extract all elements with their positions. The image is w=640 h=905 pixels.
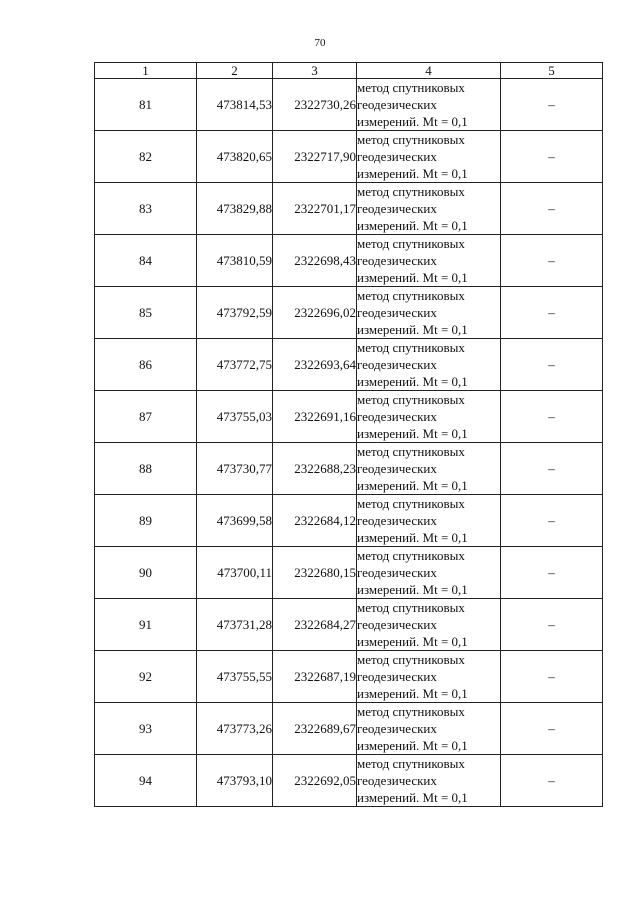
method-line: измерений. Mt = 0,1 bbox=[357, 374, 468, 389]
y-coordinate-cell: 2322688,23 bbox=[273, 443, 357, 495]
point-number-cell: 85 bbox=[95, 287, 197, 339]
y-coordinate-cell: 2322689,67 bbox=[273, 703, 357, 755]
y-coordinate-cell: 2322693,64 bbox=[273, 339, 357, 391]
note-cell: – bbox=[501, 391, 603, 443]
note-cell: – bbox=[501, 443, 603, 495]
method-line: геодезических bbox=[357, 201, 437, 216]
y-coordinate-cell: 2322680,15 bbox=[273, 547, 357, 599]
point-number-cell: 86 bbox=[95, 339, 197, 391]
method-cell bbox=[357, 495, 501, 547]
method-cell bbox=[357, 547, 501, 599]
column-header-4: 4 bbox=[357, 63, 501, 79]
method-line: метод спутниковых bbox=[357, 756, 465, 771]
table-row bbox=[95, 755, 603, 807]
method-line: измерений. Mt = 0,1 bbox=[357, 478, 468, 493]
point-number-cell: 90 bbox=[95, 547, 197, 599]
point-number-cell: 84 bbox=[95, 235, 197, 287]
method-line: измерений. Mt = 0,1 bbox=[357, 426, 468, 441]
x-coordinate-cell: 473772,75 bbox=[197, 339, 273, 391]
note-cell: – bbox=[501, 651, 603, 703]
method-line: измерений. Mt = 0,1 bbox=[357, 686, 468, 701]
table-body bbox=[95, 79, 603, 807]
point-number-cell: 93 bbox=[95, 703, 197, 755]
table-row bbox=[95, 287, 603, 339]
y-coordinate-cell: 2322684,27 bbox=[273, 599, 357, 651]
note-cell: – bbox=[501, 183, 603, 235]
x-coordinate-cell: 473699,58 bbox=[197, 495, 273, 547]
method-line: метод спутниковых bbox=[357, 132, 465, 147]
note-cell: – bbox=[501, 235, 603, 287]
point-number-cell: 91 bbox=[95, 599, 197, 651]
method-line: геодезических bbox=[357, 461, 437, 476]
method-cell bbox=[357, 235, 501, 287]
x-coordinate-cell: 473755,03 bbox=[197, 391, 273, 443]
x-coordinate-cell: 473829,88 bbox=[197, 183, 273, 235]
method-cell bbox=[357, 79, 501, 131]
method-cell bbox=[357, 599, 501, 651]
table-header-row bbox=[95, 63, 603, 79]
column-header-1: 1 bbox=[95, 63, 197, 79]
method-line: измерений. Mt = 0,1 bbox=[357, 270, 468, 285]
method-line: геодезических bbox=[357, 305, 437, 320]
y-coordinate-cell: 2322691,16 bbox=[273, 391, 357, 443]
note-cell: – bbox=[501, 287, 603, 339]
method-line: метод спутниковых bbox=[357, 288, 465, 303]
y-coordinate-cell: 2322717,90 bbox=[273, 131, 357, 183]
point-number-cell: 82 bbox=[95, 131, 197, 183]
method-cell bbox=[357, 287, 501, 339]
note-cell: – bbox=[501, 131, 603, 183]
table-row bbox=[95, 131, 603, 183]
method-line: геодезических bbox=[357, 409, 437, 424]
x-coordinate-cell: 473820,65 bbox=[197, 131, 273, 183]
method-line: геодезических bbox=[357, 617, 437, 632]
method-cell bbox=[357, 391, 501, 443]
method-line: геодезических bbox=[357, 149, 437, 164]
method-line: метод спутниковых bbox=[357, 600, 465, 615]
table-row bbox=[95, 703, 603, 755]
method-line: метод спутниковых bbox=[357, 496, 465, 511]
note-cell: – bbox=[501, 79, 603, 131]
column-header-3: 3 bbox=[273, 63, 357, 79]
y-coordinate-cell: 2322696,02 bbox=[273, 287, 357, 339]
point-number-cell: 94 bbox=[95, 755, 197, 807]
table-row bbox=[95, 599, 603, 651]
point-number-cell: 81 bbox=[95, 79, 197, 131]
method-cell bbox=[357, 651, 501, 703]
note-cell: – bbox=[501, 339, 603, 391]
x-coordinate-cell: 473793,10 bbox=[197, 755, 273, 807]
point-number-cell: 83 bbox=[95, 183, 197, 235]
point-number-cell: 88 bbox=[95, 443, 197, 495]
note-cell: – bbox=[501, 703, 603, 755]
y-coordinate-cell: 2322684,12 bbox=[273, 495, 357, 547]
method-line: измерений. Mt = 0,1 bbox=[357, 582, 468, 597]
column-header-2: 2 bbox=[197, 63, 273, 79]
x-coordinate-cell: 473755,55 bbox=[197, 651, 273, 703]
method-line: метод спутниковых bbox=[357, 236, 465, 251]
method-line: метод спутниковых bbox=[357, 548, 465, 563]
table-row bbox=[95, 391, 603, 443]
method-line: измерений. Mt = 0,1 bbox=[357, 530, 468, 545]
method-line: геодезических bbox=[357, 357, 437, 372]
method-line: геодезических bbox=[357, 513, 437, 528]
method-cell bbox=[357, 183, 501, 235]
method-line: геодезических bbox=[357, 721, 437, 736]
x-coordinate-cell: 473814,53 bbox=[197, 79, 273, 131]
x-coordinate-cell: 473731,28 bbox=[197, 599, 273, 651]
note-cell: – bbox=[501, 547, 603, 599]
method-line: метод спутниковых bbox=[357, 704, 465, 719]
column-header-5: 5 bbox=[501, 63, 603, 79]
table-row bbox=[95, 495, 603, 547]
method-line: геодезических bbox=[357, 253, 437, 268]
point-number-cell: 87 bbox=[95, 391, 197, 443]
table-row bbox=[95, 339, 603, 391]
method-cell bbox=[357, 339, 501, 391]
page-number: 70 bbox=[314, 37, 326, 49]
method-line: измерений. Mt = 0,1 bbox=[357, 634, 468, 649]
table-row bbox=[95, 547, 603, 599]
table-row bbox=[95, 651, 603, 703]
method-cell bbox=[357, 131, 501, 183]
table-row bbox=[95, 443, 603, 495]
x-coordinate-cell: 473700,11 bbox=[197, 547, 273, 599]
table-row bbox=[95, 79, 603, 131]
y-coordinate-cell: 2322701,17 bbox=[273, 183, 357, 235]
y-coordinate-cell: 2322692,05 bbox=[273, 755, 357, 807]
x-coordinate-cell: 473810,59 bbox=[197, 235, 273, 287]
coordinates-table bbox=[94, 62, 603, 807]
method-line: метод спутниковых bbox=[357, 80, 465, 95]
method-line: метод спутниковых bbox=[357, 340, 465, 355]
x-coordinate-cell: 473730,77 bbox=[197, 443, 273, 495]
method-cell bbox=[357, 443, 501, 495]
method-line: измерений. Mt = 0,1 bbox=[357, 166, 468, 181]
note-cell: – bbox=[501, 495, 603, 547]
x-coordinate-cell: 473773,26 bbox=[197, 703, 273, 755]
y-coordinate-cell: 2322730,26 bbox=[273, 79, 357, 131]
point-number-cell: 89 bbox=[95, 495, 197, 547]
x-coordinate-cell: 473792,59 bbox=[197, 287, 273, 339]
method-line: метод спутниковых bbox=[357, 184, 465, 199]
table-row bbox=[95, 235, 603, 287]
method-line: геодезических bbox=[357, 97, 437, 112]
method-cell bbox=[357, 755, 501, 807]
method-line: измерений. Mt = 0,1 bbox=[357, 322, 468, 337]
method-line: измерений. Mt = 0,1 bbox=[357, 218, 468, 233]
point-number-cell: 92 bbox=[95, 651, 197, 703]
method-line: геодезических bbox=[357, 565, 437, 580]
method-line: геодезических bbox=[357, 773, 437, 788]
method-line: измерений. Mt = 0,1 bbox=[357, 738, 468, 753]
method-cell bbox=[357, 703, 501, 755]
method-line: геодезических bbox=[357, 669, 437, 684]
method-line: измерений. Mt = 0,1 bbox=[357, 114, 468, 129]
method-line: измерений. Mt = 0,1 bbox=[357, 790, 468, 805]
table-row bbox=[95, 183, 603, 235]
y-coordinate-cell: 2322698,43 bbox=[273, 235, 357, 287]
method-line: метод спутниковых bbox=[357, 392, 465, 407]
note-cell: – bbox=[501, 755, 603, 807]
method-line: метод спутниковых bbox=[357, 444, 465, 459]
y-coordinate-cell: 2322687,19 bbox=[273, 651, 357, 703]
method-line: метод спутниковых bbox=[357, 652, 465, 667]
note-cell: – bbox=[501, 599, 603, 651]
